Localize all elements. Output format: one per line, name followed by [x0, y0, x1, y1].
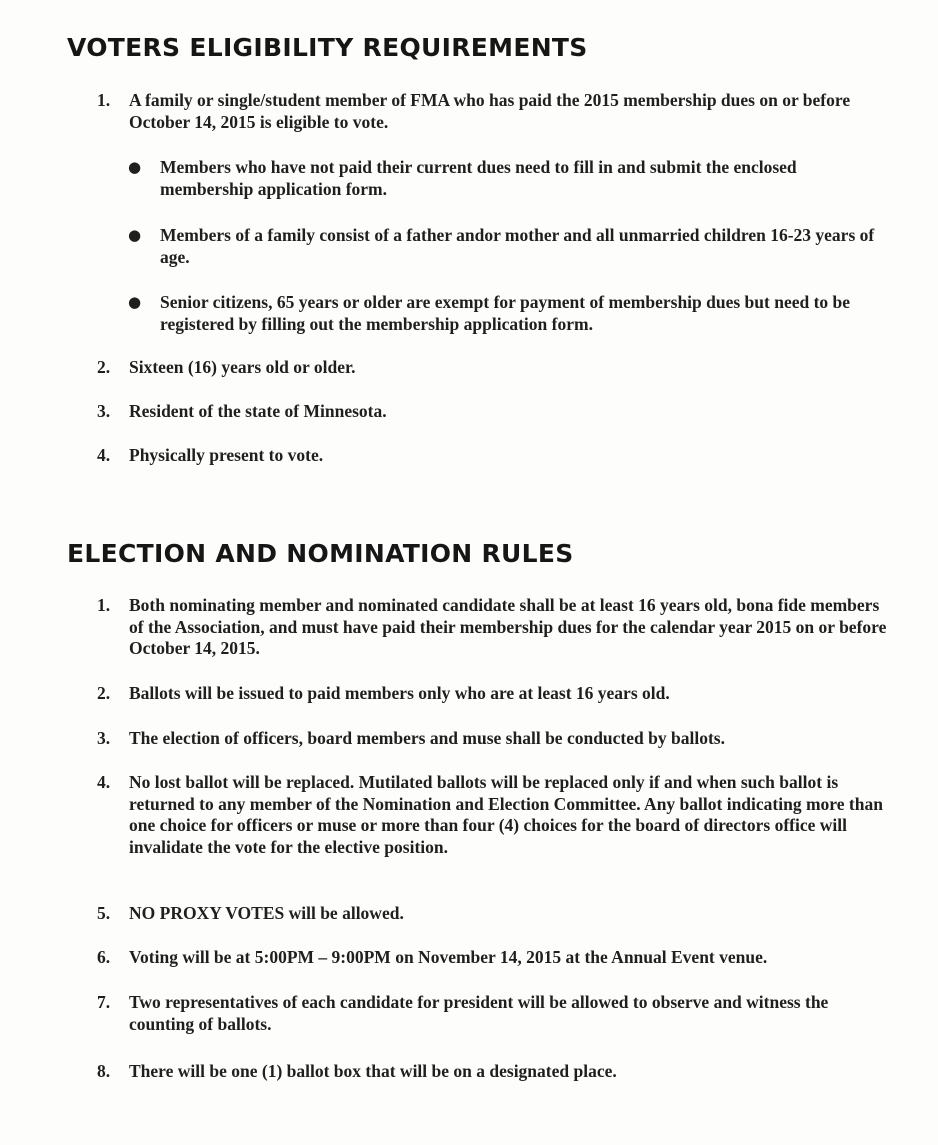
- item-number: 1.: [97, 595, 111, 615]
- item-text: Ballots will be issued to paid members only who are at least 16 years old.: [129, 683, 670, 703]
- bullet-text: Members who have not paid their current dues need to fill in and submit the enclosed membership application form.: [160, 157, 797, 199]
- bullet-icon: ●: [128, 158, 142, 176]
- item-number: 1.: [97, 90, 111, 110]
- item-number: 3.: [97, 728, 111, 748]
- item-number: 8.: [97, 1061, 111, 1081]
- item-text: There will be one (1) ballot box that will be on a designated place.: [129, 1061, 617, 1081]
- item-number: 2.: [97, 357, 111, 377]
- item-number: 4.: [97, 445, 111, 465]
- item-text: Two representatives of each candidate for president will be allowed to observe and witness the counting of ballots.: [129, 992, 829, 1034]
- item-text: NO PROXY VOTES will be allowed.: [129, 903, 404, 923]
- voters-eligibility-heading: VOTERS ELIGIBILITY REQUIREMENTS: [67, 33, 588, 62]
- item-text: Resident of the state of Minnesota.: [129, 401, 387, 421]
- bullet-text: Members of a family consist of a father andor mother and all unmarried children 16-23 years of age.: [160, 225, 875, 267]
- item-text: No lost ballot will be replaced. Mutilated ballots will be replaced only if and when such ballot is returned to any member of the Nomination and Election Committee. Any ballot indicating more than one choice for officers or muse or more than four (4) choices for the board of directors office will invalidate the vote for the elective position.: [129, 772, 883, 857]
- election-nomination-heading: ELECTION AND NOMINATION RULES: [67, 539, 574, 568]
- item-text: Voting will be at 5:00PM – 9:00PM on November 14, 2015 at the Annual Event venue.: [129, 947, 768, 967]
- item-text: Both nominating member and nominated candidate shall be at least 16 years old, bona fide members of the Association, and must have paid their membership dues for the calendar year 2015 on or before October 14, 2015.: [129, 595, 887, 658]
- bullet-text: Senior citizens, 65 years or older are exempt for payment of membership dues but need to be registered by filling out the membership application form.: [160, 292, 851, 334]
- item-number: 4.: [97, 772, 111, 792]
- item-number: 5.: [97, 903, 111, 923]
- item-number: 2.: [97, 683, 111, 703]
- item-text: Physically present to vote.: [129, 445, 324, 465]
- item-text: A family or single/student member of FMA who has paid the 2015 membership dues on or before October 14, 2015 is eligible to vote.: [129, 90, 851, 132]
- item-number: 7.: [97, 992, 111, 1012]
- item-text: The election of officers, board members and muse shall be conducted by ballots.: [129, 728, 725, 748]
- bullet-icon: ●: [128, 293, 142, 311]
- item-text: Sixteen (16) years old or older.: [129, 357, 356, 377]
- item-number: 6.: [97, 947, 111, 967]
- item-number: 3.: [97, 401, 111, 421]
- bullet-icon: ●: [128, 226, 142, 244]
